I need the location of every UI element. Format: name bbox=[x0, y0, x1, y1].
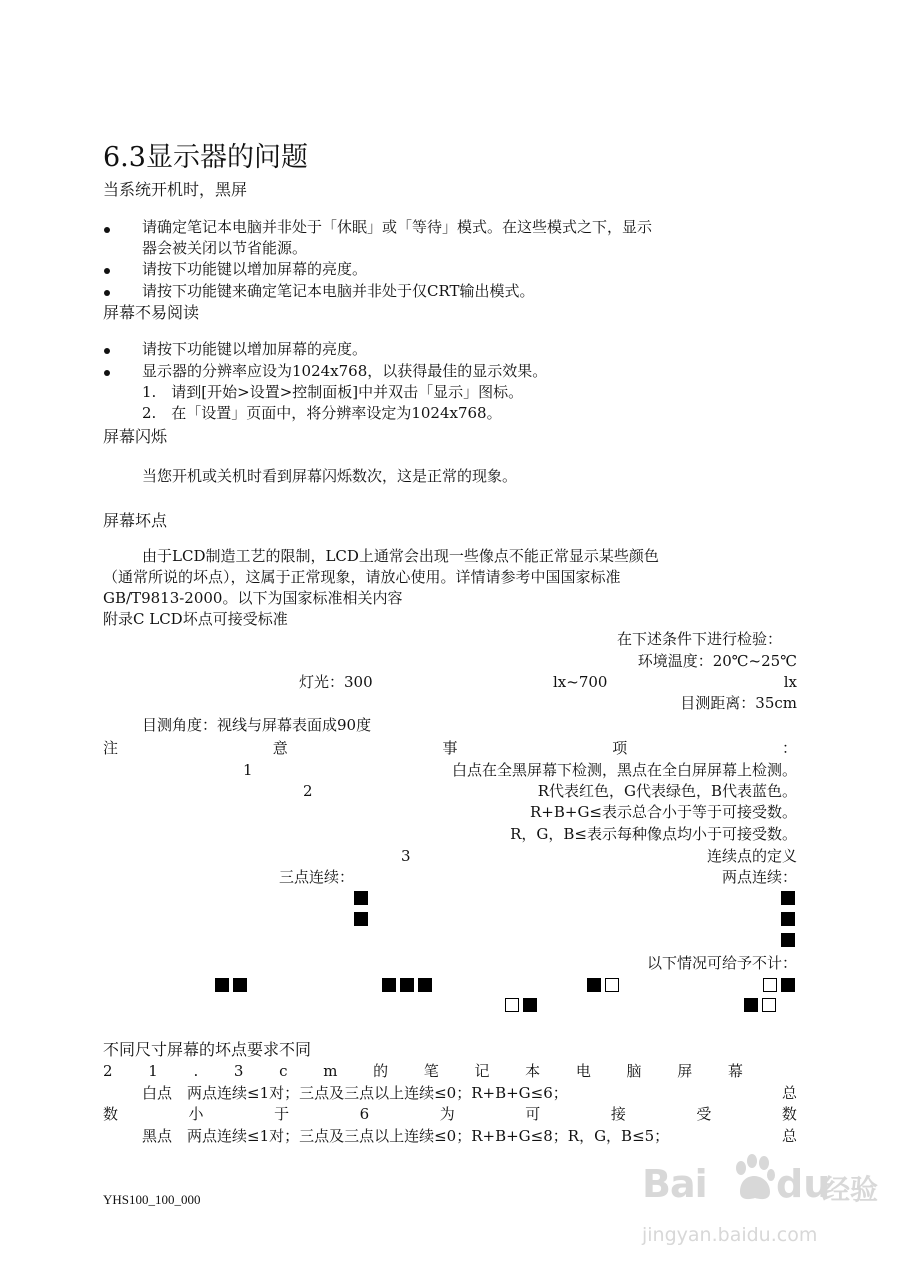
white-pixel-rule: 白点 两点连续≤1对；三点及三点以上连续≤0；R+B+G≤6； bbox=[142, 1084, 568, 1102]
black-pixel-rule: 黑点 两点连续≤1对；三点及三点以上连续≤0；R+B+G≤8；R，G，B≤5； bbox=[142, 1127, 670, 1145]
page-title: 6.3显示器的问题 bbox=[103, 142, 308, 173]
note-number: 3 bbox=[401, 847, 411, 865]
condition-temperature: 环境温度：20℃~25℃ bbox=[637, 652, 797, 670]
note-text: 白点在全黑屏幕下检测，黑点在全白屏屏幕上检测。 bbox=[451, 761, 797, 779]
paragraph: 当您开机或关机时看到屏幕闪烁数次，这是正常的现象。 bbox=[142, 467, 518, 485]
bullet-text: 请按下功能键来确定笔记本电脑并非处于仅CRT输出模式。 bbox=[142, 282, 535, 300]
exclusion-label: 以下情况可给予不计： bbox=[646, 954, 797, 972]
pixel-pair-black-white bbox=[744, 998, 780, 1012]
pixel-triple-black bbox=[382, 978, 436, 992]
bullet-text: 请确定笔记本电脑并非处于「休眠」或「等待」模式。在这些模式之下，显示 bbox=[142, 218, 653, 236]
two-point-label: 两点连续： bbox=[721, 868, 797, 886]
condition-angle: 目测角度：视线与屏幕表面成90度 bbox=[142, 716, 372, 734]
watermark-logo-text: Bai bbox=[642, 1162, 707, 1206]
bullet-text: 请按下功能键以增加屏幕的亮度。 bbox=[142, 340, 368, 358]
pixel-square-black bbox=[354, 912, 372, 926]
paw-icon bbox=[732, 1154, 776, 1202]
note-number: 2 bbox=[303, 782, 313, 800]
bullet-icon bbox=[104, 348, 110, 354]
notes-heading: 注 意 事 项 ： bbox=[103, 739, 797, 757]
bullet-icon bbox=[104, 268, 110, 274]
screen-size-line: 2 1 . 3 c m 的 笔 记 本 电 脑 屏 幕 bbox=[103, 1062, 743, 1080]
condition-heading: 在下述条件下进行检验： bbox=[616, 630, 782, 648]
pixel-square-black bbox=[781, 891, 799, 905]
numbered-step: 1. 请到[开始>设置>控制面板]中并双击「显示」图标。 bbox=[142, 383, 524, 401]
watermark-cn-text: 经验 bbox=[822, 1173, 879, 1206]
appendix-title: 附录C LCD坏点可接受标准 bbox=[103, 610, 288, 628]
pixel-square-black bbox=[781, 912, 799, 926]
section-heading-dead-pixels: 屏幕坏点 bbox=[103, 511, 168, 530]
bullet-icon bbox=[104, 227, 110, 233]
note-text: 连续点的定义 bbox=[706, 847, 797, 865]
white-pixel-rule-end: 总 bbox=[781, 1084, 797, 1102]
bullet-text-continued: 器会被关闭以节省能源。 bbox=[142, 239, 308, 257]
bullet-text: 请按下功能键以增加屏幕的亮度。 bbox=[142, 260, 368, 278]
section-heading-black-screen: 当系统开机时，黑屏 bbox=[103, 180, 248, 199]
footer-code: YHS100_100_000 bbox=[103, 1192, 201, 1207]
note-text: R代表红色，G代表绿色，B代表蓝色。 bbox=[537, 782, 797, 800]
note-text-rgb-total: R+B+G≤表示总合小于等于可接受数。 bbox=[529, 803, 797, 821]
numbered-step: 2. 在「设置」页面中，将分辨率设定为1024x768。 bbox=[142, 404, 502, 422]
note-number: 1 bbox=[243, 761, 253, 779]
pixel-pair-white-black bbox=[763, 978, 799, 992]
condition-light-start: 灯光：300 bbox=[299, 673, 373, 691]
paragraph-line: GB/T9813-2000。以下为国家标准相关内容 bbox=[103, 589, 403, 607]
three-point-label: 三点连续： bbox=[279, 868, 355, 886]
baidu-watermark bbox=[640, 1142, 879, 1252]
pixel-pair-white-black bbox=[505, 998, 541, 1012]
condition-distance: 目测距离：35cm bbox=[680, 694, 797, 712]
section-heading-sizes: 不同尺寸屏幕的坏点要求不同 bbox=[103, 1040, 312, 1059]
pixel-square-black bbox=[354, 891, 372, 905]
bullet-text: 显示器的分辨率应设为1024x768，以获得最佳的显示效果。 bbox=[142, 362, 548, 380]
watermark-logo-text-2: du bbox=[776, 1162, 831, 1206]
note-text-rgb-each: R，G，B≤表示每种像点均小于可接受数。 bbox=[510, 825, 797, 843]
total-count-line: 数 小 于 6 为 可 接 受 数 bbox=[103, 1105, 797, 1123]
condition-light-unit: lx bbox=[783, 673, 797, 691]
black-pixel-rule-end: 总 bbox=[781, 1127, 797, 1145]
section-heading-hard-to-read: 屏幕不易阅读 bbox=[103, 303, 200, 322]
watermark-url: jingyan.baidu.com bbox=[642, 1224, 818, 1246]
pixel-square-black bbox=[781, 933, 799, 947]
bullet-icon bbox=[104, 290, 110, 296]
condition-light-mid: lx~700 bbox=[553, 673, 608, 691]
section-heading-flicker: 屏幕闪烁 bbox=[103, 427, 168, 446]
pixel-pair-black-black bbox=[215, 978, 251, 992]
paragraph-line: （通常所说的坏点），这属于正常现象，请放心使用。详情请参考中国国家标准 bbox=[103, 568, 621, 586]
bullet-icon bbox=[104, 370, 110, 376]
paragraph-line: 由于LCD制造工艺的限制，LCD上通常会出现一些像点不能正常显示某些颜色 bbox=[142, 547, 659, 565]
pixel-pair-black-white bbox=[587, 978, 623, 992]
